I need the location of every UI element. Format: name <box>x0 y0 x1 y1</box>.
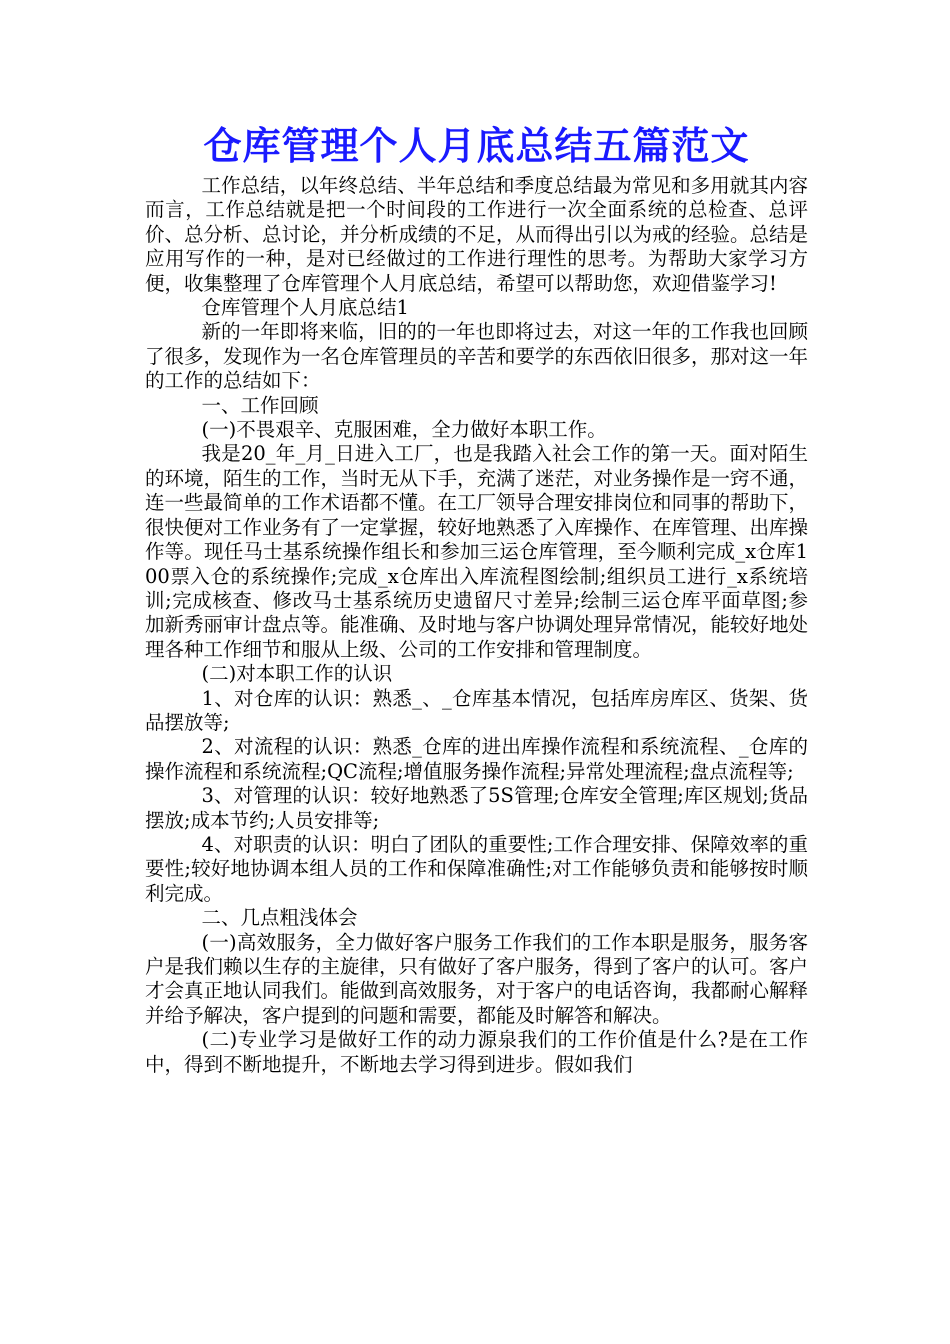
paragraph: (一)高效服务，全力做好客户服务工作我们的工作本职是服务，服务客户是我们赖以生存的主旋律，只有做好了客户服务，得到了客户的认可。客户才会真正地认同我们。能做到高效服务，对于客户的电话咨询，我都耐心解释并给予解决，客户提到的问题和需要，都能及时解答和解决。 <box>145 930 809 1027</box>
intro-paragraph: 工作总结，以年终总结、半年总结和季度总结最为常见和多用就其内容而言，工作总结就是把一个时间段的工作进行一次全面系统的总检查、总评价、总分析、总讨论，并分析成绩的不足，从而得出引以为戒的经验。总结是应用写作的一种，是对已经做过的工作进行理性的思考。为帮助大家学习方便，收集整理了仓库管理个人月底总结，希望可以帮助您，欢迎借鉴学习! <box>145 174 809 295</box>
paragraph: 新的一年即将来临，旧的的一年也即将过去，对这一年的工作我也回顾了很多，发现作为一名仓库管理员的辛苦和要学的东西依旧很多，那对这一年的工作的总结如下： <box>145 320 809 393</box>
section-heading: 仓库管理个人月底总结1 <box>201 296 409 320</box>
list-item: 3、对管理的认识：较好地熟悉了5S管理;仓库安全管理;库区规划;货品摆放;成本节约;人员安排等; <box>145 784 808 832</box>
subsection-heading: (二)对本职工作的认识 <box>201 662 393 686</box>
document-title: 仓库管理个人月底总结五篇范文 <box>203 123 750 168</box>
paragraph: 我是20_年_月_日进入工厂，也是我踏入社会工作的第一天。面对陌生的环境，陌生的工作，当时无从下手，充满了迷茫，对业务操作是一窍不通，连一些最简单的工作术语都不懂。在工厂领导合理安排岗位和同事的帮助下，很快便对工作业务有了一定掌握，较好地熟悉了入库操作、在库管理、出库操作等。现任马士基系统操作组长和参加三运仓库管理，至今顺利完成_x仓库100票入仓的系统操作;完成_x仓库出入库流程图绘制;组织员工进行_x系统培训;完成核查、修改马士基系统历史遗留尺寸差异;绘制三运仓库平面草图;参加新秀丽审计盘点等。能准确、及时地与客户协调处理异常情况，能较好地处理各种工作细节和服从上级、公司的工作安排和管理制度。 <box>145 442 809 661</box>
paragraph: (二)专业学习是做好工作的动力源泉我们的工作价值是什么?是在工作中，得到不断地提升，不断地去学习得到进步。假如我们 <box>145 1028 808 1076</box>
document-body <box>145 174 808 1077</box>
list-item: 1、对仓库的认识：熟悉_、_仓库基本情况，包括库房库区、货架、货品摆放等; <box>145 686 808 734</box>
section-heading: 二、几点粗浅体会 <box>201 906 358 930</box>
document-page <box>145 118 808 1077</box>
section-heading: 一、工作回顾 <box>201 393 319 417</box>
subsection-heading: (一)不畏艰辛、克服困难，全力做好本职工作。 <box>201 418 607 442</box>
list-item: 4、对职责的认识：明白了团队的重要性;工作合理安排、保障效率的重要性;较好地协调本组人员的工作和保障准确性;对工作能够负责和能够按时顺利完成。 <box>145 832 808 905</box>
list-item: 2、对流程的认识：熟悉_仓库的进出库操作流程和系统流程、_仓库的操作流程和系统流程;QC流程;增值服务操作流程;异常处理流程;盘点流程等; <box>145 735 808 783</box>
